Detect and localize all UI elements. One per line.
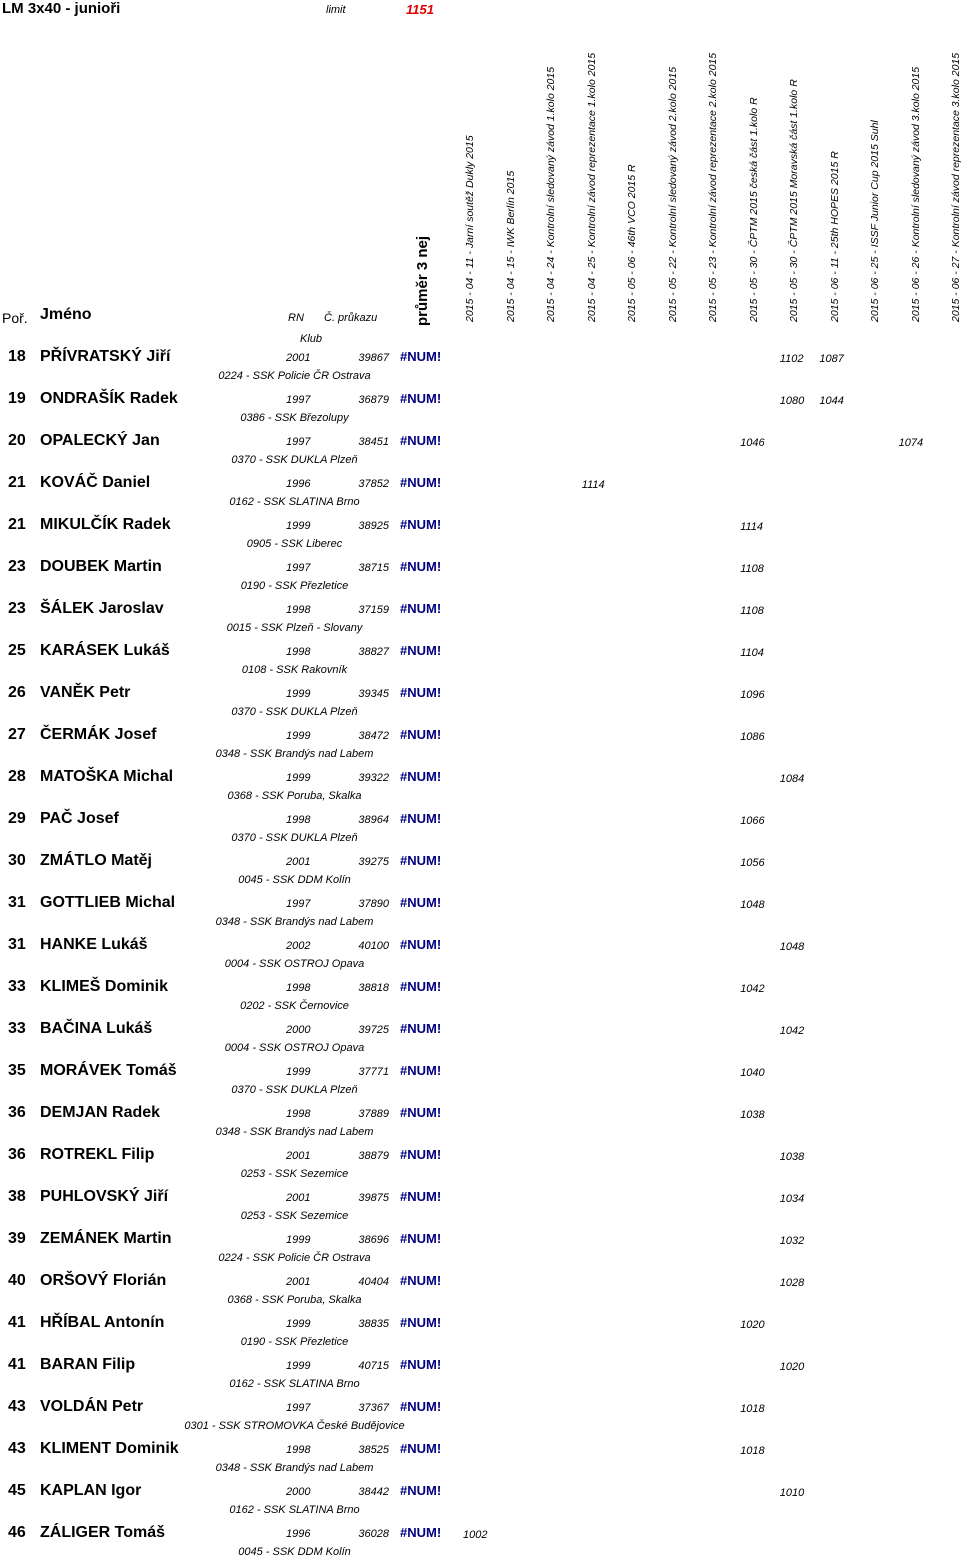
score-cell: 1080: [779, 395, 805, 407]
card-number-cell: 38835: [358, 1318, 389, 1330]
average-cell: #NUM!: [400, 1525, 442, 1540]
table-row: [0, 894, 960, 936]
average-cell: #NUM!: [400, 1441, 442, 1456]
table-row: [0, 1272, 960, 1314]
rank-cell: 31: [8, 936, 26, 953]
card-number-cell: 39875: [358, 1192, 389, 1204]
limit-label: limit: [326, 4, 346, 16]
birth-year-cell: 2000: [286, 1486, 311, 1498]
card-number-cell: 38925: [358, 520, 389, 532]
competition-header: 2015 - 05 - 22 - Kontrolní sledovaný závod 2.kolo 2015: [666, 66, 679, 322]
score-cell: 1020: [779, 1361, 805, 1373]
birth-year-cell: 1999: [286, 1318, 311, 1330]
birth-year-cell: 1997: [286, 898, 311, 910]
birth-year-cell: 1996: [286, 1528, 311, 1540]
score-cell: 1020: [740, 1319, 765, 1331]
score-cell: 1046: [740, 437, 765, 449]
table-row: [0, 1524, 960, 1566]
card-number-cell: 36028: [358, 1528, 389, 1540]
club-cell: 0253 - SSK Sezemice: [240, 1168, 349, 1180]
club-cell: 0202 - SSK Černovice: [240, 1000, 349, 1012]
card-number-cell: 38525: [358, 1444, 389, 1456]
rank-cell: 39: [8, 1230, 26, 1247]
name-cell: ROTREKL Filip: [40, 1146, 155, 1163]
birth-year-cell: 1999: [286, 1360, 311, 1372]
table-row: [0, 936, 960, 978]
birth-year-cell: 1999: [286, 520, 311, 532]
name-cell: MORÁVEK Tomáš: [40, 1062, 177, 1079]
table-row: [0, 1440, 960, 1482]
average-cell: #NUM!: [400, 1021, 442, 1036]
table-row: [0, 348, 960, 390]
column-header-club: Klub: [300, 333, 323, 345]
club-cell: 0162 - SSK SLATINA Brno: [229, 496, 360, 508]
column-header-average: průměr 3 nej: [414, 235, 431, 326]
name-cell: BAČINA Lukáš: [40, 1020, 153, 1037]
birth-year-cell: 1997: [286, 1402, 311, 1414]
rank-cell: 41: [8, 1356, 26, 1373]
card-number-cell: 38879: [358, 1150, 389, 1162]
club-cell: 0162 - SSK SLATINA Brno: [229, 1504, 360, 1516]
rank-cell: 46: [8, 1524, 26, 1541]
average-cell: #NUM!: [400, 475, 442, 490]
name-cell: PŘÍVRATSKÝ Jiří: [40, 348, 171, 365]
card-number-cell: 39345: [358, 688, 389, 700]
score-cell: 1096: [740, 689, 765, 701]
rank-cell: 45: [8, 1482, 26, 1499]
average-cell: #NUM!: [400, 1189, 442, 1204]
card-number-cell: 38696: [358, 1234, 389, 1246]
birth-year-cell: 2000: [286, 1024, 311, 1036]
average-cell: #NUM!: [400, 1357, 442, 1372]
club-cell: 0370 - SSK DUKLA Plzeň: [231, 454, 358, 466]
club-cell: 0368 - SSK Poruba, Skalka: [227, 790, 362, 802]
name-cell: KAPLAN Igor: [40, 1482, 142, 1499]
average-cell: #NUM!: [400, 517, 442, 532]
rank-cell: 19: [8, 390, 26, 407]
table-row: [0, 1398, 960, 1440]
table-row: [0, 852, 960, 894]
name-cell: ZÁLIGER Tomáš: [40, 1524, 166, 1541]
name-cell: HANKE Lukáš: [40, 936, 148, 953]
birth-year-cell: 1998: [286, 1444, 311, 1456]
average-cell: #NUM!: [400, 1483, 442, 1498]
table-row: [0, 1062, 960, 1104]
table-row: [0, 1230, 960, 1272]
average-cell: #NUM!: [400, 1105, 442, 1120]
club-cell: 0224 - SSK Policie ČR Ostrava: [218, 370, 371, 382]
table-row: [0, 642, 960, 684]
birth-year-cell: 2001: [286, 856, 311, 868]
club-cell: 0004 - SSK OSTROJ Opava: [224, 1042, 365, 1054]
table-row: [0, 684, 960, 726]
birth-year-cell: 1998: [286, 1108, 311, 1120]
competition-header: 2015 - 06 - 27 - Kontrolní závod reprezentace 3.kolo 2015: [950, 52, 962, 322]
club-cell: 0301 - SSK STROMOVKA České Budějovice: [184, 1420, 405, 1432]
club-cell: 0905 - SSK Liberec: [246, 538, 343, 550]
rank-cell: 43: [8, 1398, 26, 1415]
card-number-cell: 38472: [358, 730, 389, 742]
score-cell: 1038: [779, 1151, 805, 1163]
card-number-cell: 40404: [358, 1276, 389, 1288]
competition-header: 2015 - 04 - 11 - Jarní soutěž Dukly 2015: [464, 135, 476, 322]
name-cell: KLIMEŠ Dominik: [40, 978, 169, 995]
birth-year-cell: 1998: [286, 604, 311, 616]
card-number-cell: 37889: [358, 1108, 389, 1120]
score-cell: 1102: [779, 353, 804, 365]
club-cell: 0224 - SSK Policie ČR Ostrava: [218, 1252, 371, 1264]
average-cell: #NUM!: [400, 727, 442, 742]
card-number-cell: 38827: [358, 646, 389, 658]
rank-cell: 26: [8, 684, 26, 701]
birth-year-cell: 1996: [286, 478, 311, 490]
score-cell: 1108: [740, 605, 764, 617]
score-cell: 1066: [740, 815, 765, 827]
club-cell: 0045 - SSK DDM Kolín: [238, 874, 351, 886]
card-number-cell: 37159: [358, 604, 389, 616]
name-cell: KOVÁČ Daniel: [40, 474, 151, 491]
average-cell: #NUM!: [400, 1399, 442, 1414]
birth-year-cell: 1999: [286, 1234, 311, 1246]
card-number-cell: 38442: [358, 1486, 389, 1498]
name-cell: ONDRAŠÍK Radek: [40, 390, 178, 407]
average-cell: #NUM!: [400, 643, 442, 658]
name-cell: ŠÁLEK Jaroslav: [40, 600, 164, 617]
club-cell: 0162 - SSK SLATINA Brno: [229, 1378, 360, 1390]
table-row: [0, 1188, 960, 1230]
club-cell: 0370 - SSK DUKLA Plzeň: [231, 706, 358, 718]
name-cell: ZMÁTLO Matěj: [40, 852, 152, 869]
name-cell: OPALECKÝ Jan: [40, 432, 160, 449]
club-cell: 0348 - SSK Brandýs nad Labem: [215, 1126, 374, 1138]
competition-header: 2015 - 06 - 25 - ISSF Junior Cup 2015 Suhl: [869, 120, 881, 322]
rank-cell: 29: [8, 810, 26, 827]
average-cell: #NUM!: [400, 391, 442, 406]
club-cell: 0368 - SSK Poruba, Skalka: [227, 1294, 362, 1306]
card-number-cell: 37890: [358, 898, 389, 910]
birth-year-cell: 1997: [286, 394, 311, 406]
card-number-cell: 39725: [358, 1024, 389, 1036]
name-cell: ORŠOVÝ Florián: [40, 1272, 167, 1289]
club-cell: 0370 - SSK DUKLA Plzeň: [231, 1084, 358, 1096]
name-cell: HŘÍBAL Antonín: [40, 1314, 165, 1331]
name-cell: KLIMENT Dominik: [40, 1440, 179, 1457]
club-cell: 0348 - SSK Brandýs nad Labem: [215, 748, 374, 760]
score-cell: 1056: [740, 857, 765, 869]
score-cell: 1086: [740, 731, 765, 743]
table-row: [0, 600, 960, 642]
score-cell: 1034: [779, 1193, 805, 1205]
club-cell: 0004 - SSK OSTROJ Opava: [224, 958, 365, 970]
birth-year-cell: 1999: [286, 1066, 311, 1078]
card-number-cell: 38818: [358, 982, 389, 994]
birth-year-cell: 2002: [286, 940, 311, 952]
name-cell: KARÁSEK Lukáš: [40, 642, 170, 659]
card-number-cell: 40715: [358, 1360, 389, 1372]
column-header-name: Jméno: [40, 306, 92, 323]
name-cell: DEMJAN Radek: [40, 1104, 161, 1121]
card-number-cell: 39322: [358, 772, 389, 784]
table-row: [0, 516, 960, 558]
name-cell: ZEMÁNEK Martin: [40, 1230, 172, 1247]
limit-value: 1151: [406, 2, 434, 17]
birth-year-cell: 1999: [286, 688, 311, 700]
club-cell: 0370 - SSK DUKLA Plzeň: [231, 832, 358, 844]
table-row: [0, 1314, 960, 1356]
birth-year-cell: 2001: [286, 1192, 311, 1204]
birth-year-cell: 1997: [286, 436, 311, 448]
competition-header: 2015 - 06 - 11 - 25th HOPES 2015 R: [828, 151, 841, 322]
column-header-rn: RN: [288, 312, 304, 324]
rank-cell: 27: [8, 726, 26, 743]
club-cell: 0253 - SSK Sezemice: [240, 1210, 349, 1222]
competition-header: 2015 - 04 - 25 - Kontrolní závod reprezentace 1.kolo 2015: [585, 52, 598, 322]
score-cell: 1048: [740, 899, 765, 911]
rank-cell: 43: [8, 1440, 26, 1457]
column-header-rank: Poř.: [2, 310, 28, 326]
rank-cell: 38: [8, 1188, 26, 1205]
score-cell: 1084: [779, 773, 805, 785]
score-cell: 1104: [740, 647, 764, 659]
club-cell: 0045 - SSK DDM Kolín: [238, 1546, 351, 1558]
card-number-cell: 37367: [358, 1402, 389, 1414]
birth-year-cell: 1997: [286, 562, 311, 574]
competition-header: 2015 - 04 - 24 - Kontrolní sledovaný závod 1.kolo 2015: [545, 66, 557, 322]
rank-cell: 20: [8, 432, 26, 449]
score-cell: 1040: [740, 1067, 765, 1079]
average-cell: #NUM!: [400, 979, 442, 994]
table-row: [0, 978, 960, 1020]
score-cell: 1018: [740, 1445, 765, 1457]
birth-year-cell: 1999: [286, 772, 311, 784]
club-cell: 0348 - SSK Brandýs nad Labem: [215, 916, 374, 928]
score-cell: 1010: [779, 1487, 805, 1499]
competition-header: 2015 - 04 - 15 - IWK Berlín 2015: [504, 170, 517, 322]
competition-header: 2015 - 05 - 23 - Kontrolní závod reprezentace 2.kolo 2015: [707, 52, 719, 322]
table-row: [0, 810, 960, 852]
rank-cell: 31: [8, 894, 26, 911]
card-number-cell: 38451: [358, 436, 389, 448]
table-row: [0, 1356, 960, 1398]
rank-cell: 21: [8, 516, 26, 533]
average-cell: #NUM!: [400, 1063, 442, 1078]
name-cell: VOLDÁN Petr: [40, 1398, 144, 1415]
table-row: [0, 1020, 960, 1062]
score-cell: 1042: [740, 983, 765, 995]
average-cell: #NUM!: [400, 769, 442, 784]
card-number-cell: 39867: [358, 352, 389, 364]
name-cell: MIKULČÍK Radek: [40, 516, 171, 533]
average-cell: #NUM!: [400, 1231, 442, 1246]
score-cell: 1028: [779, 1277, 805, 1289]
average-cell: #NUM!: [400, 1315, 442, 1330]
name-cell: PUHLOVSKÝ Jiří: [40, 1188, 169, 1205]
rank-cell: 25: [8, 642, 26, 659]
competition-header: 2015 - 06 - 26 - Kontrolní sledovaný závod 3.kolo 2015: [909, 66, 922, 322]
table-row: [0, 726, 960, 768]
birth-year-cell: 2001: [286, 1276, 311, 1288]
birth-year-cell: 1998: [286, 814, 311, 826]
rank-cell: 36: [8, 1104, 26, 1121]
name-cell: PAČ Josef: [40, 810, 119, 827]
average-cell: #NUM!: [400, 1273, 442, 1288]
rank-cell: 21: [8, 474, 26, 491]
average-cell: #NUM!: [400, 685, 442, 700]
table-row: [0, 558, 960, 600]
average-cell: #NUM!: [400, 811, 442, 826]
score-cell: 1038: [740, 1109, 765, 1121]
club-cell: 0190 - SSK Přezletice: [240, 580, 349, 592]
score-cell: 1002: [463, 1529, 488, 1541]
score-cell: 1087: [819, 353, 844, 365]
competition-header: 2015 - 05 - 30 - ČPTM 2015 Moravská část 1.kolo R: [788, 79, 800, 322]
card-number-cell: 39275: [358, 856, 389, 868]
rank-cell: 18: [8, 348, 26, 365]
rank-cell: 35: [8, 1062, 26, 1079]
competition-header: 2015 - 05 - 06 - 46th VCO 2015 R: [626, 164, 638, 322]
table-row: [0, 432, 960, 474]
table-row: [0, 1146, 960, 1188]
club-cell: 0108 - SSK Rakovník: [241, 664, 348, 676]
rank-cell: 28: [8, 768, 26, 785]
competition-header: 2015 - 05 - 30 - ČPTM 2015 česká část 1.kolo R: [747, 97, 760, 322]
card-number-cell: 37852: [358, 478, 389, 490]
card-number-cell: 38964: [358, 814, 389, 826]
birth-year-cell: 1999: [286, 730, 311, 742]
birth-year-cell: 2001: [286, 352, 311, 364]
rank-cell: 30: [8, 852, 26, 869]
birth-year-cell: 2001: [286, 1150, 311, 1162]
rank-cell: 33: [8, 978, 26, 995]
club-cell: 0348 - SSK Brandýs nad Labem: [215, 1462, 374, 1474]
score-cell: 1114: [740, 521, 764, 533]
rank-cell: 23: [8, 558, 26, 575]
club-cell: 0015 - SSK Plzeň - Slovany: [226, 622, 363, 634]
name-cell: MATOŠKA Michal: [40, 768, 174, 785]
birth-year-cell: 1998: [286, 646, 311, 658]
average-cell: #NUM!: [400, 349, 442, 364]
birth-year-cell: 1998: [286, 982, 311, 994]
club-cell: 0190 - SSK Přezletice: [240, 1336, 349, 1348]
score-cell: 1108: [740, 563, 764, 575]
average-cell: #NUM!: [400, 433, 442, 448]
card-number-cell: 37771: [358, 1066, 389, 1078]
club-cell: 0386 - SSK Březolupy: [240, 412, 349, 424]
score-cell: 1018: [740, 1403, 765, 1415]
card-number-cell: 40100: [358, 940, 389, 952]
score-cell: 1044: [819, 395, 844, 407]
name-cell: DOUBEK Martin: [40, 558, 162, 575]
card-number-cell: 38715: [358, 562, 389, 574]
rank-cell: 23: [8, 600, 26, 617]
table-row: [0, 390, 960, 432]
average-cell: #NUM!: [400, 937, 442, 952]
card-number-cell: 36879: [358, 394, 389, 406]
score-cell: 1048: [779, 941, 805, 953]
average-cell: #NUM!: [400, 559, 442, 574]
score-cell: 1074: [898, 437, 924, 449]
average-cell: #NUM!: [400, 895, 442, 910]
table-row: [0, 1482, 960, 1524]
name-cell: BARAN Filip: [40, 1356, 136, 1373]
name-cell: VANĚK Petr: [40, 684, 131, 701]
average-cell: #NUM!: [400, 1147, 442, 1162]
rank-cell: 36: [8, 1146, 26, 1163]
average-cell: #NUM!: [400, 853, 442, 868]
table-row: [0, 474, 960, 516]
name-cell: GOTTLIEB Michal: [40, 894, 176, 911]
score-cell: 1114: [581, 479, 605, 491]
average-cell: #NUM!: [400, 601, 442, 616]
score-cell: 1032: [779, 1235, 805, 1247]
rank-cell: 41: [8, 1314, 26, 1331]
rank-cell: 33: [8, 1020, 26, 1037]
name-cell: ČERMÁK Josef: [40, 726, 157, 743]
page-title: LM 3x40 - junioři: [2, 0, 121, 17]
score-cell: 1042: [779, 1025, 805, 1037]
rank-cell: 40: [8, 1272, 26, 1289]
table-row: [0, 1104, 960, 1146]
column-header-card: Č. průkazu: [324, 312, 378, 324]
table-row: [0, 768, 960, 810]
